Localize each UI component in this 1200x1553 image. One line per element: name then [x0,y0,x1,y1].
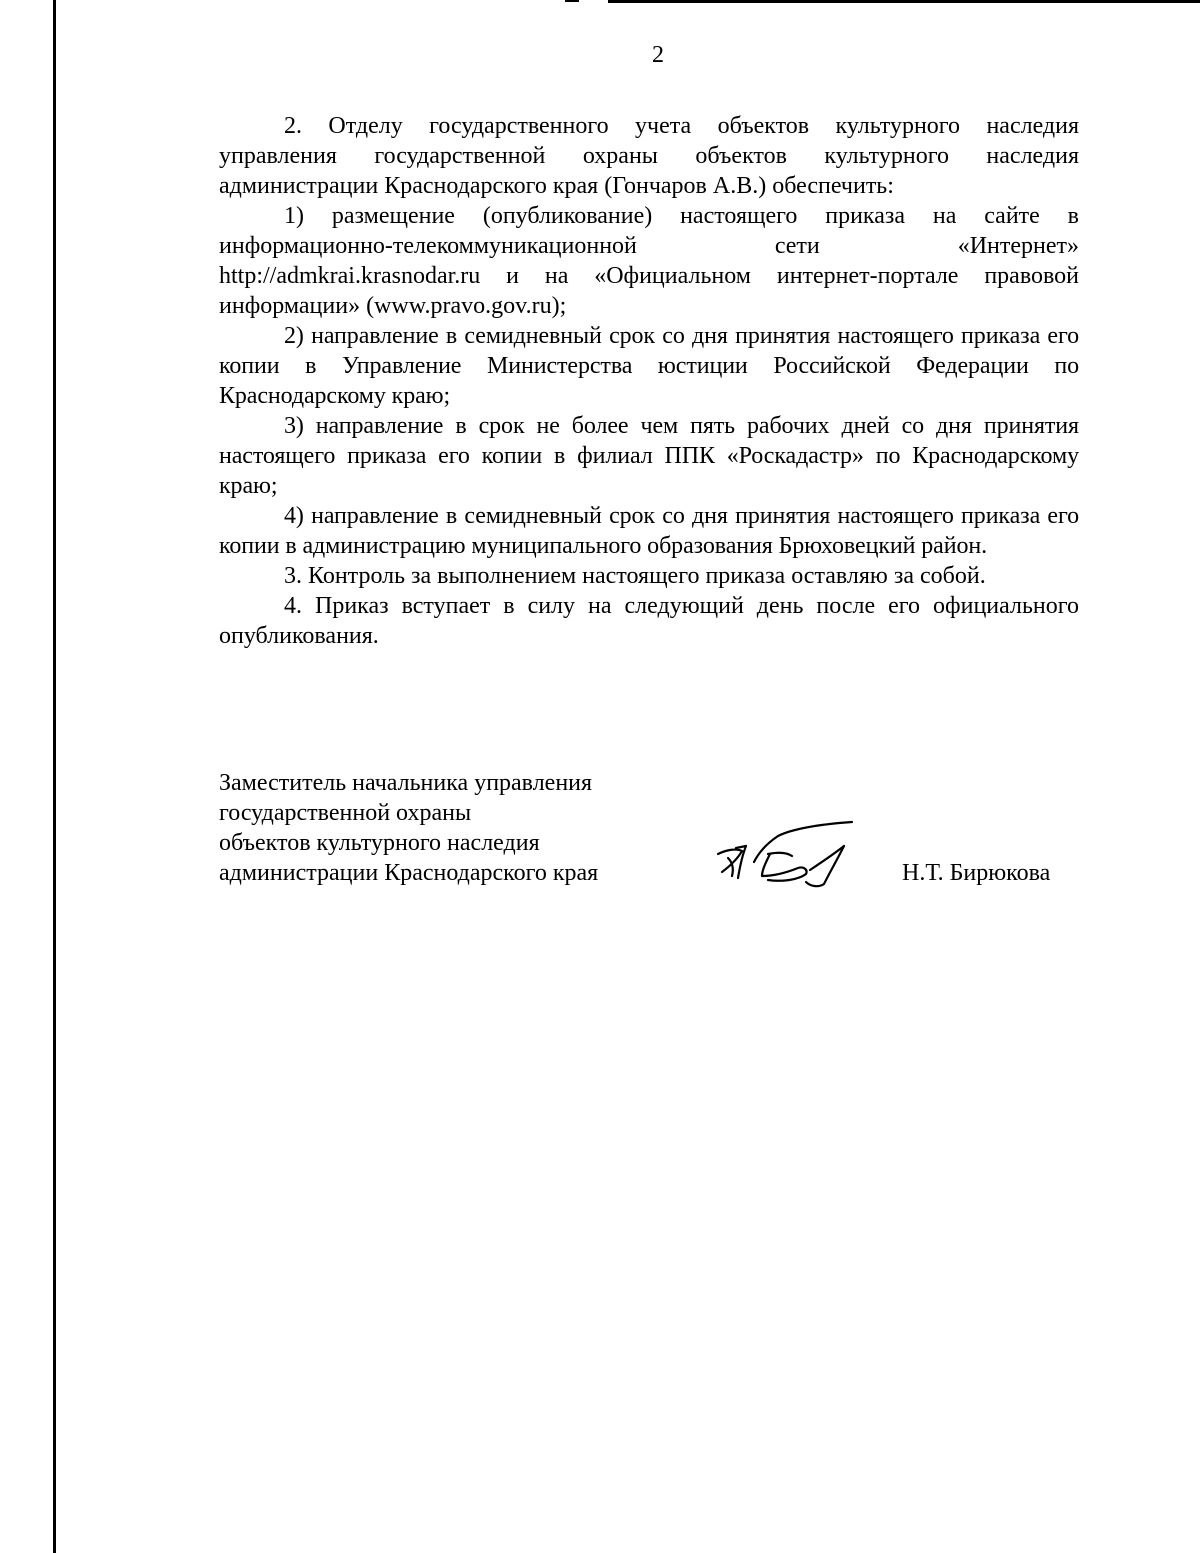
page-number: 2 [652,42,664,68]
paragraph-subitem-1: 1) размещение (опубликование) настоящего приказа на сайте в информационно-телекоммуникационной сети «Интернет» http://admkrai.krasnodar.ru и на «Официальном интернет-портале правовой информации» (www.pravo.gov.ru); [219,203,1079,319]
position-line: администрации Краснодарского края [219,860,599,886]
paragraph-subitem-2: 2) направление в семидневный срок со дня принятия настоящего приказа его копии в Управление Министерства юстиции Российской Федерации по Краснодарскому краю; [219,323,1079,409]
paragraph-item-2: 2. Отделу государственного учета объектов культурного наследия управления государственной охраны объектов культурного наследия администрации Краснодарского края (Гончаров А.В.) обеспечить: [219,113,1079,199]
handwritten-signature-icon [712,818,862,890]
paragraph-subitem-3: 3) направление в срок не более чем пять рабочих дней со дня принятия настоящего приказа его копии в филиал ППК «Роскадастр» по Краснодарскому краю; [219,413,1079,499]
paragraph-item-4: 4. Приказ вступает в силу на следующий день после его официального опубликования. [219,593,1079,649]
signatory-position [219,768,598,888]
paragraph-subitem-4: 4) направление в семидневный срок со дня принятия настоящего приказа его копии в администрацию муниципального образования Брюховецкий район. [219,503,1079,559]
scan-border-top [608,0,1200,3]
scan-mark [565,0,579,2]
signer-name: Н.Т. Бирюкова [902,860,1051,886]
document-body [219,111,1079,651]
scan-border-left [53,0,56,1553]
position-line: Заместитель начальника управления [219,770,593,796]
paragraph-item-3: 3. Контроль за выполнением настоящего приказа оставляю за собой. [284,563,986,589]
position-line: объектов культурного наследия [219,830,540,856]
position-line: государственной охраны [219,800,472,826]
